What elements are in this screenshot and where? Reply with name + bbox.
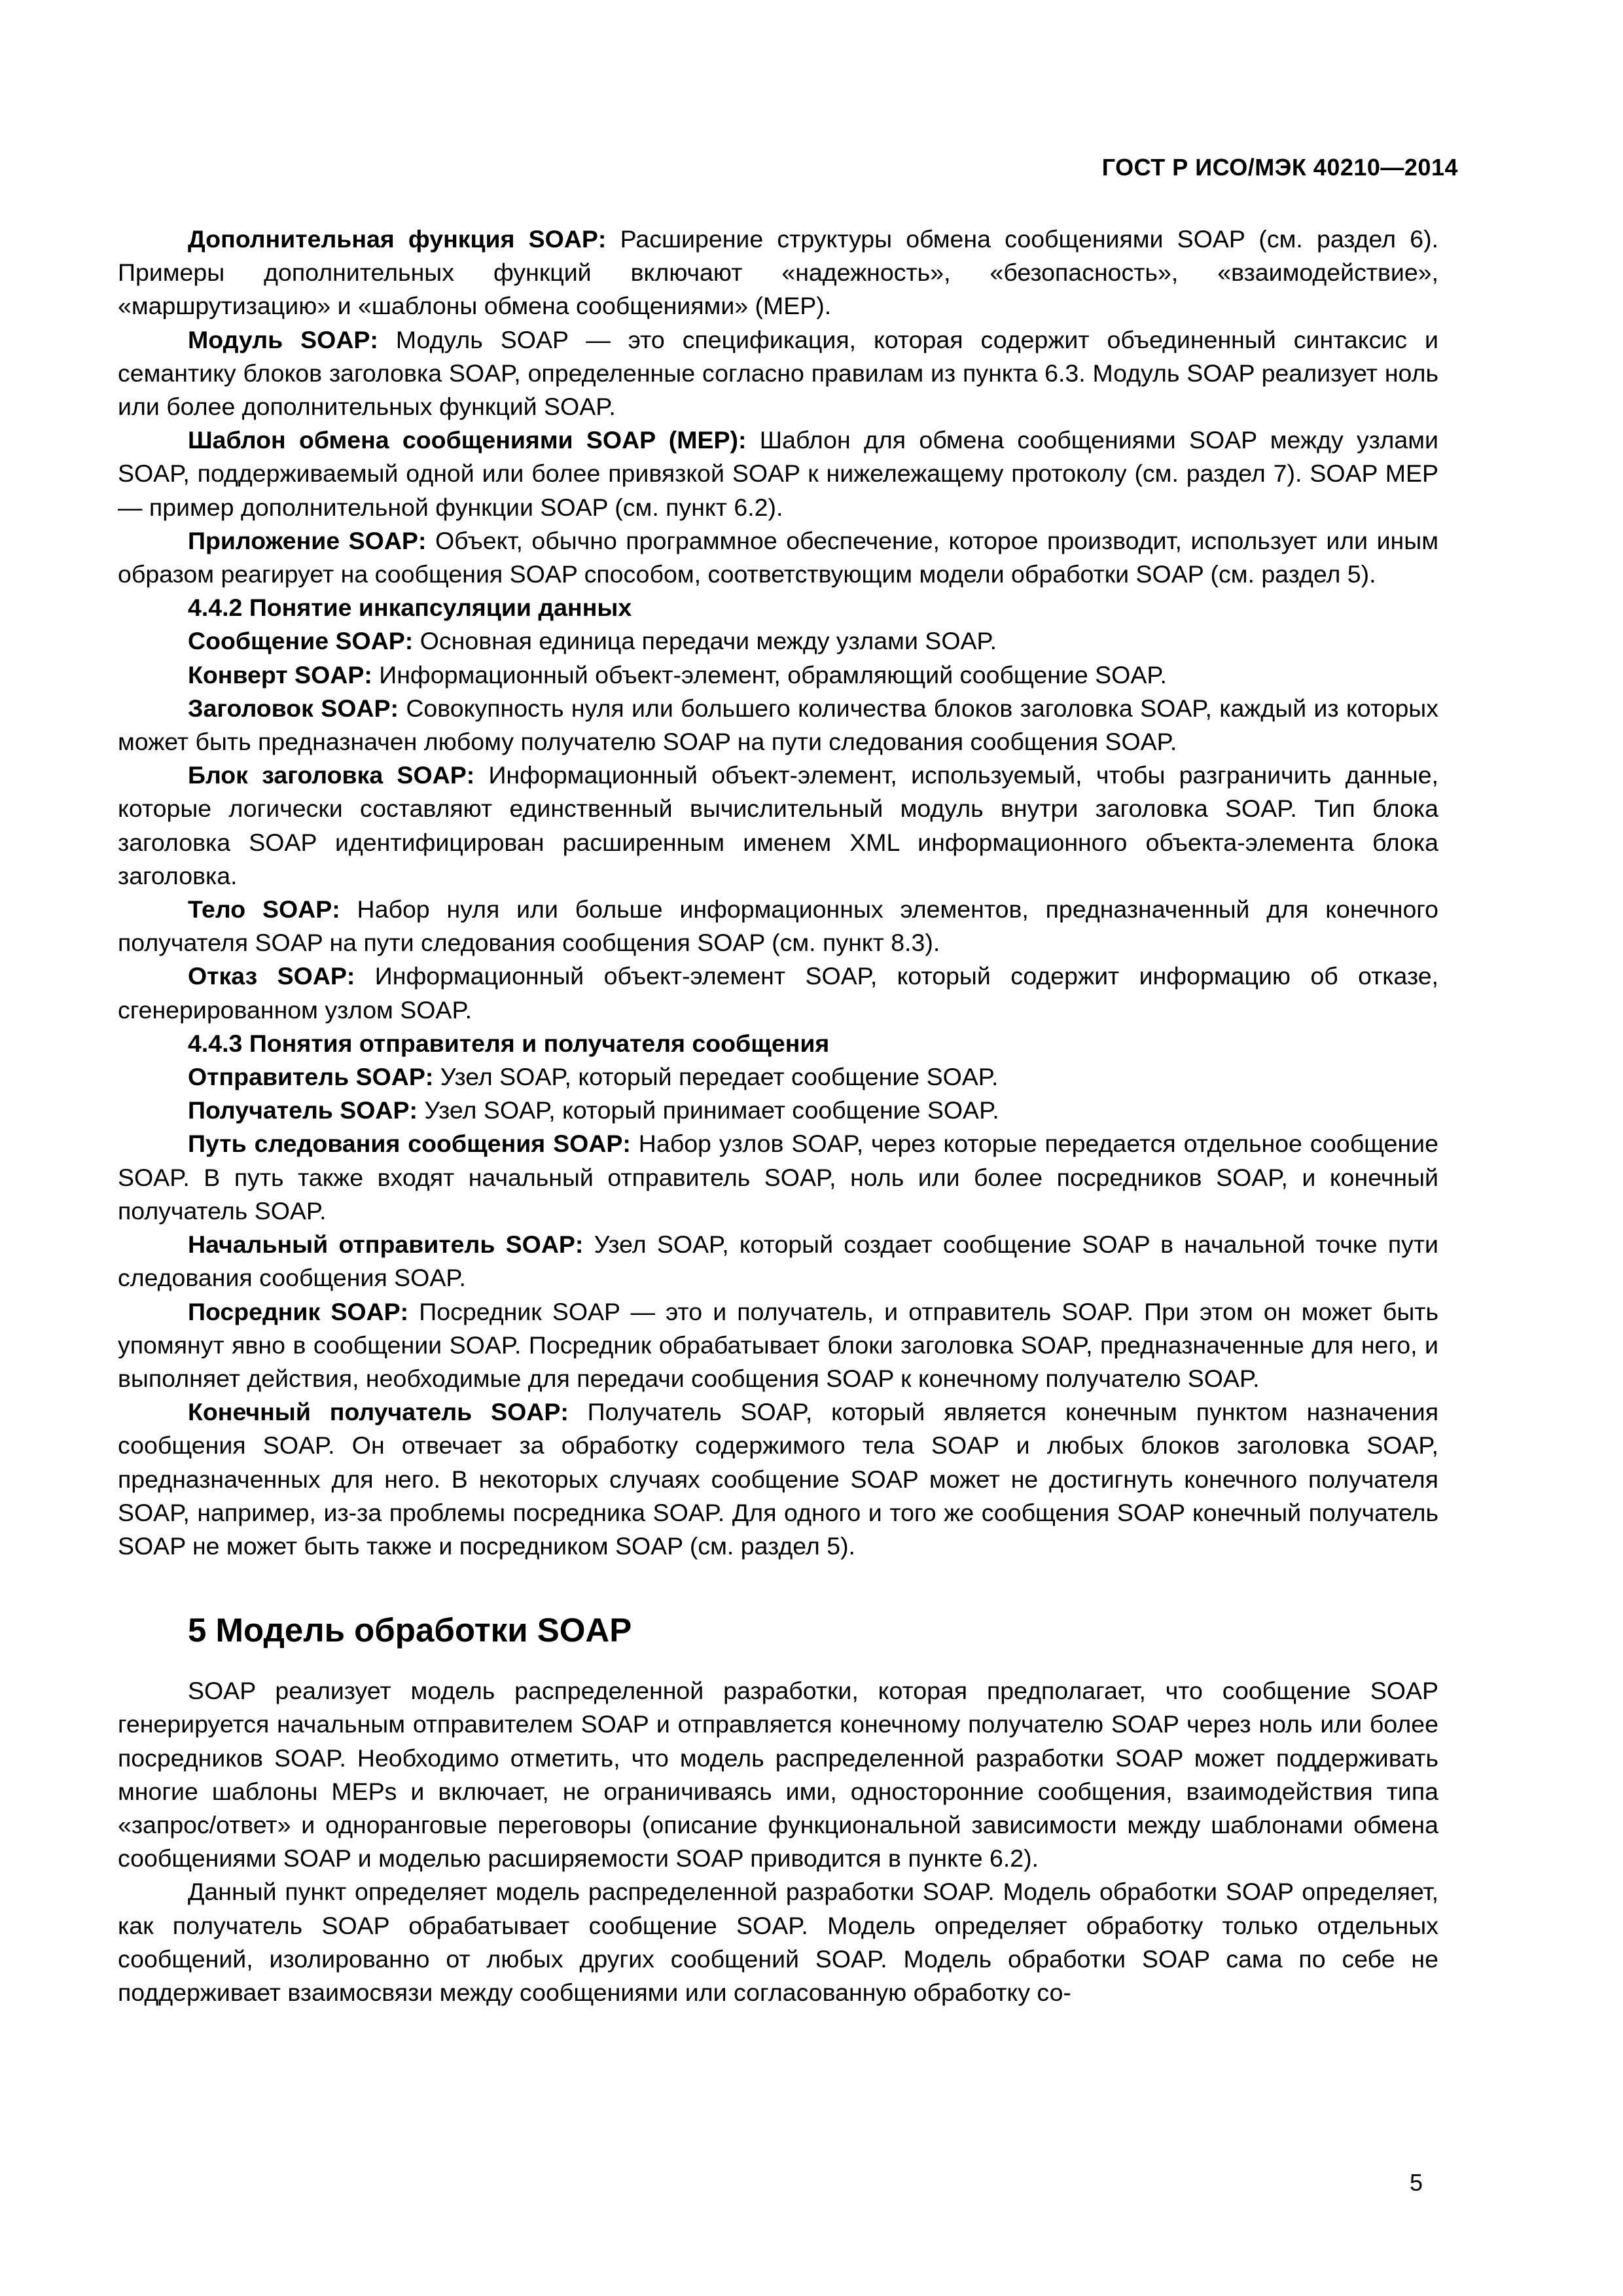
definition-text: Основная единица передачи между узлами SOAP. bbox=[413, 627, 997, 655]
definition-term: Конверт SOAP: bbox=[188, 660, 372, 689]
definition-term: Начальный отправитель SOAP: bbox=[188, 1230, 584, 1259]
definition-paragraph bbox=[118, 960, 1438, 1026]
definition-paragraph bbox=[118, 692, 1438, 759]
definition-paragraph bbox=[118, 1395, 1438, 1563]
definition-paragraph bbox=[118, 1127, 1438, 1228]
definition-term: Отказ SOAP: bbox=[188, 962, 355, 990]
definition-text: Получатель SOAP, который является конечным пунктом назначения сообщения SOAP. Он отвечает за обработку содержимого тела SOAP и любых блоков заголовка SOAP, предназначенных для него. В некоторых случаях сообщение SOAP может не достигнуть конечного получателя SOAP, например, из-за проблемы посредника SOAP. Для одного и того же сообщения SOAP конечный получатель SOAP не может быть также и посредником SOAP (см. раздел 5). bbox=[118, 1398, 1439, 1560]
definition-text: Узел SOAP, который создает сообщение SOAP в начальной точке пути следования сообщения SOAP. bbox=[118, 1230, 1438, 1292]
definition-term: Заголовок SOAP: bbox=[188, 694, 399, 722]
definition-term: Отправитель SOAP: bbox=[188, 1063, 434, 1091]
definition-term: Приложение SOAP: bbox=[188, 526, 427, 554]
definition-paragraph bbox=[118, 624, 1438, 658]
subsection-heading-4-4-2: 4.4.2 Понятие инкапсуляции данных bbox=[188, 594, 632, 622]
definition-paragraph bbox=[118, 524, 1438, 591]
definition-paragraph bbox=[118, 1060, 1438, 1094]
definition-term: Сообщение SOAP: bbox=[188, 627, 414, 655]
definition-text: Узел SOAP, который принимает сообщение SOAP. bbox=[418, 1096, 999, 1124]
definition-paragraph bbox=[118, 323, 1438, 424]
definition-text: Информационный объект-элемент SOAP, который содержит информацию об отказе, сгенерированном узлом SOAP. bbox=[118, 962, 1439, 1024]
definition-text: Объект, обычно программное обеспечение, которое производит, использует или иным образом реагирует на сообщения SOAP способом, соответствующим модели обработки SOAP (см. раздел 5). bbox=[118, 526, 1438, 588]
definition-text: Набор узлов SOAP, через которые передается отдельное сообщение SOAP. В путь также входят начальный отправитель SOAP, ноль или более посредников SOAP, и конечный получатель SOAP. bbox=[118, 1130, 1438, 1225]
definition-text: Информационный объект-элемент, обрамляющий сообщение SOAP. bbox=[372, 660, 1167, 689]
definition-term: Модуль SOAP: bbox=[188, 325, 378, 353]
document-body bbox=[118, 223, 1438, 2009]
definition-term: Дополнительная функция SOAP: bbox=[188, 225, 607, 253]
definition-text: Узел SOAP, который передает сообщение SOAP. bbox=[433, 1063, 999, 1091]
definition-term: Получатель SOAP: bbox=[188, 1096, 418, 1124]
definition-text: Информационный объект-элемент, используемый, чтобы разграничить данные, которые логически составляют единственный вычислительный модуль внутри заголовка SOAP. Тип блока заголовка SOAP идентифицирован расширенным именем XML информационного объекта-элемента блока заголовка. bbox=[118, 761, 1438, 889]
definition-term: Шаблон обмена сообщениями SOAP (MEP): bbox=[188, 426, 747, 454]
definition-paragraph bbox=[118, 223, 1438, 323]
definition-text: Набор нуля или больше информационных элементов, предназначенный для конечного получателя SOAP на пути следования сообщения SOAP (см. пункт 8.3). bbox=[118, 895, 1439, 957]
subsection-heading-4-4-3: 4.4.3 Понятия отправителя и получателя сообщения bbox=[188, 1029, 830, 1057]
definition-paragraph bbox=[118, 423, 1438, 524]
definition-paragraph bbox=[118, 658, 1438, 692]
definition-paragraph bbox=[118, 893, 1438, 960]
section-paragraph: SOAP реализует модель распределенной разработки, которая предполагает, что сообщение SOAP генерируется начальным отправителем SOAP и отправляется конечному получателю SOAP через ноль или более посредников SOAP. Необходимо отметить, что модель распределенной разработки SOAP может поддерживать многие шаблоны MEPs и включает, не ограничиваясь ими, односторонние сообщения, взаимодействия типа «запрос/ответ» и одноранговые переговоры (описание функциональной зависимости между шаблонами обмена сообщениями SOAP и моделью расширяемости SOAP приводится в пункте 6.2). bbox=[118, 1677, 1438, 1873]
definition-term: Тело SOAP: bbox=[188, 895, 340, 924]
definition-term: Конечный получатель SOAP: bbox=[188, 1398, 569, 1426]
standard-header: ГОСТ Р ИСО/МЭК 40210—2014 bbox=[1101, 154, 1458, 181]
definition-text: Посредник SOAP — это и получатель, и отправитель SOAP. При этом он может быть упомянут явно в сообщении SOAP. Посредник обрабатывает блоки заголовка SOAP, предназначенные для него, и выполняет действия, необходимые для передачи сообщения SOAP к конечному получателю SOAP. bbox=[118, 1297, 1438, 1392]
page-number: 5 bbox=[1409, 2169, 1423, 2196]
definition-paragraph bbox=[118, 1228, 1438, 1295]
definition-paragraph bbox=[118, 1295, 1438, 1396]
definition-text: Модуль SOAP — это спецификация, которая содержит объединенный синтаксис и семантику блоков заголовка SOAP, определенные согласно правилам из пункта 6.3. Модуль SOAP реализует ноль или более дополнительных функций SOAP. bbox=[118, 325, 1438, 421]
definition-text: Шаблон для обмена сообщениями SOAP между узлами SOAP, поддерживаемый одной или более привязкой SOAP к нижележащему протоколу (см. раздел 7). SOAP MEP — пример дополнительной функции SOAP (см. пункт 6.2). bbox=[118, 426, 1438, 521]
definition-term: Путь следования сообщения SOAP: bbox=[188, 1130, 631, 1158]
definition-text: Совокупность нуля или большего количества блоков заголовка SOAP, каждый из которых может быть предназначен любому получателю SOAP на пути следования сообщения SOAP. bbox=[118, 694, 1439, 756]
definition-paragraph bbox=[118, 759, 1438, 893]
definition-term: Блок заголовка SOAP: bbox=[188, 761, 475, 789]
definition-text: Расширение структуры обмена сообщениями SOAP (см. раздел 6). Примеры дополнительных функций включают «надежность», «безопасность», «взаимодействие», «маршрутизацию» и «шаблоны обмена сообщениями» (MEP). bbox=[118, 225, 1438, 320]
section-paragraph: Данный пункт определяет модель распределенной разработки SOAP. Модель обработки SOAP определяет, как получатель SOAP обрабатывает сообщение SOAP. Модель определяет обработку только отдельных сообщений, изолированно от любых других сообщений SOAP. Модель обработки SOAP сама по себе не поддерживает взаимосвязи между сообщениями или согласованную обработку со- bbox=[118, 1878, 1438, 2006]
definition-term: Посредник SOAP: bbox=[188, 1297, 409, 1325]
section-title: 5 Модель обработки SOAP bbox=[188, 1611, 632, 1649]
definition-paragraph bbox=[118, 1094, 1438, 1127]
